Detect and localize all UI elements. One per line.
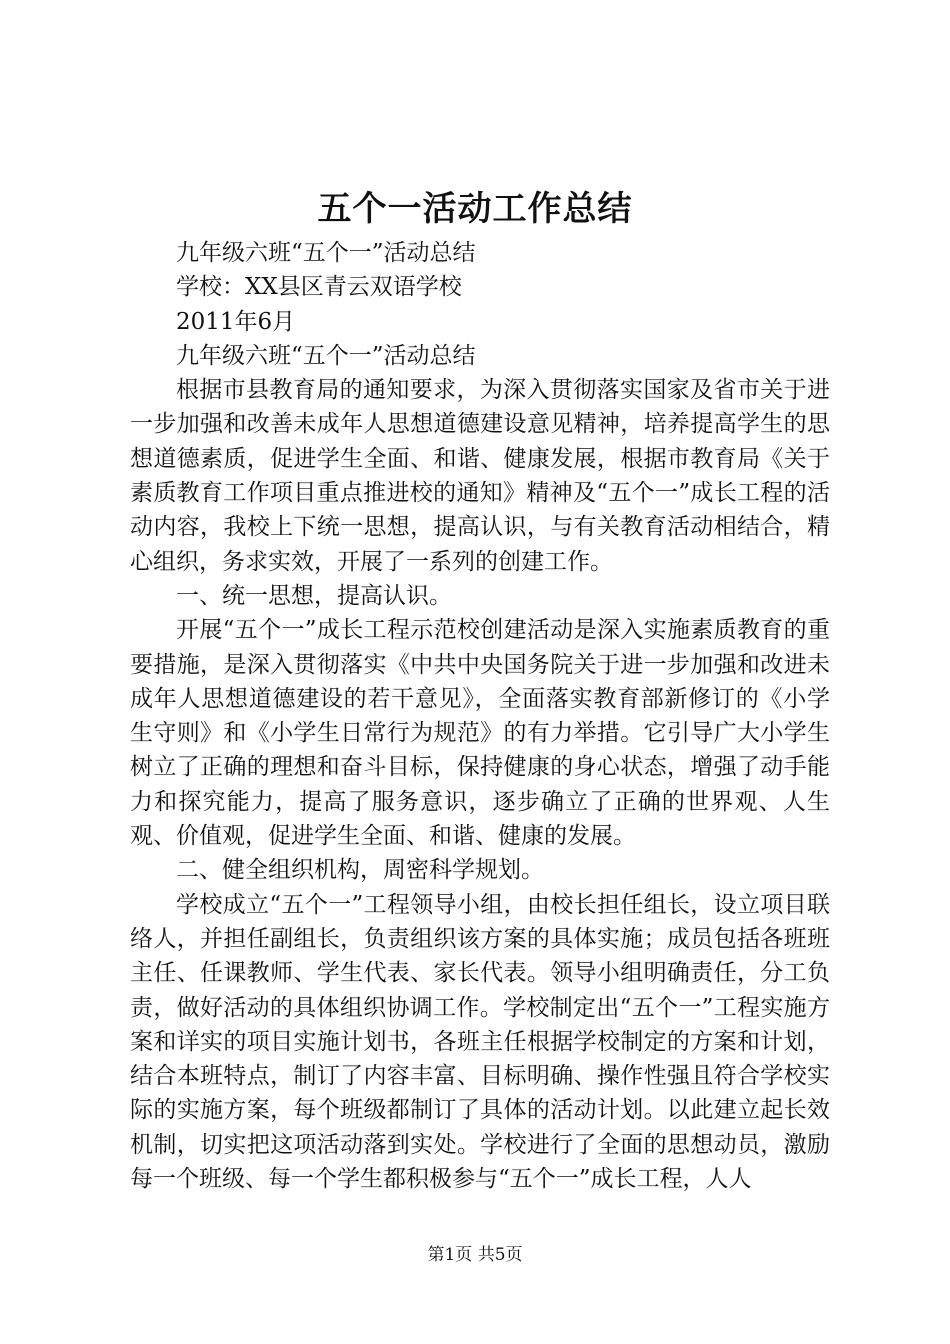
section-2-paragraph: 学校成立“五个一”工程领导小组，由校长担任组长，设立项目联络人，并担任副组长，负责组织该方案的具体实施；成员包括各班班主任、任课教师、学生代表、家长代表。领导小组明确责任，分工负责，做好活动的具体组织协调工作。学校制定出“五个一”工程实施方案和详实的项目实施计划书，各班主任根据学校制定的方案和计划，结合本班特点，制订了内容丰富、目标明确、操作性强且符合学校实际的实施方案，每个班级都制订了具体的活动计划。以此建立起长效机制，切实把这项活动落到实处。学校进行了全面的思想动员，激励每一个班级、每一个学生都积极参与“五个一”成长工程，人人	[130, 891, 830, 1193]
section-1-paragraph: 开展“五个一”成长工程示范校创建活动是深入实施素质教育的重要措施，是深入贯彻落实《中共中央国务院关于进一步加强和改进未成年人思想道德建设的若干意见》，全面落实教育部新修订的《小学生守则》和《小学生日常行为规范》的有力举措。它引导广大小学生树立了正确的理想和奋斗目标，保持健康的身心状态，增强了动手能力和探究能力，提高了服务意识，逐步确立了正确的世界观、人生观、价值观，促进学生全面、和谐、健康的发展。	[130, 617, 830, 850]
date-line: 2011年6月	[176, 308, 296, 335]
school-line: 学校：XX县区青云双语学校	[176, 274, 462, 301]
section-heading-1: 一、统一思想，提高认识。	[176, 582, 452, 609]
subtitle-repeat: 九年级六班“五个一”活动总结	[176, 342, 476, 369]
subtitle-class-summary: 九年级六班“五个一”活动总结	[176, 240, 476, 266]
document-body	[130, 236, 830, 1196]
intro-paragraph: 根据市县教育局的通知要求，为深入贯彻落实国家及省市关于进一步加强和改善未成年人思想道德建设意见精神，培养提高学生的思想道德素质，促进学生全面、和谐、健康发展，根据市教育局《关于素质教育工作项目重点推进校的通知》精神及“五个一”成长工程的活动内容，我校上下统一思想，提高认识，与有关教育活动相结合，精心组织，务求实效，开展了一系列的创建工作。	[130, 377, 830, 575]
page-footer: 第1页 共5页	[427, 1245, 523, 1265]
document-title: 五个一活动工作总结	[317, 189, 633, 229]
section-heading-2: 二、健全组织机构，周密科学规划。	[176, 857, 544, 884]
